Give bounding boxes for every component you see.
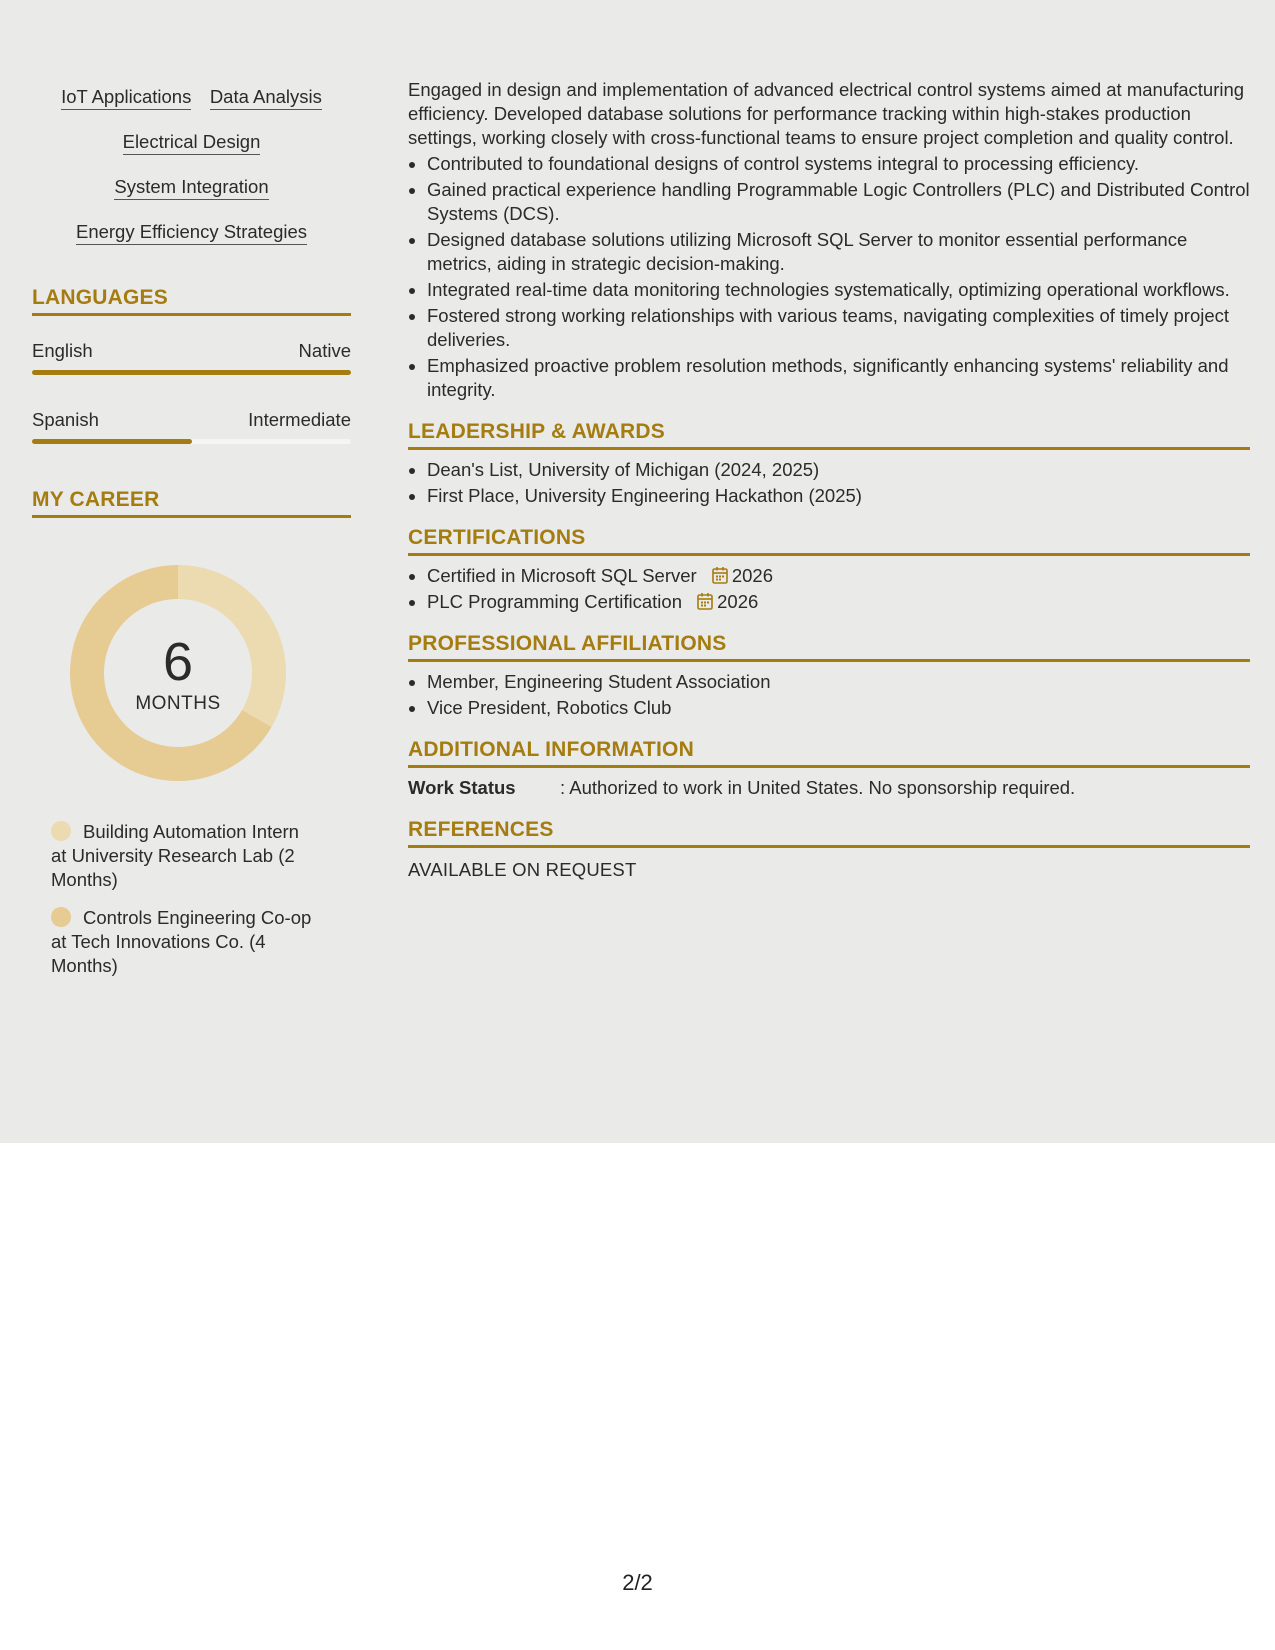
certifications-heading: CERTIFICATIONS xyxy=(408,524,1250,556)
experience-summary: Engaged in design and implementation of advanced electrical control systems aimed at manufacturing efficiency. Developed database solutions for performance tracking within high-stakes production settings, working closely with cross-functional teams to ensure project completion and quality control. xyxy=(408,79,1245,148)
languages-section xyxy=(32,284,351,444)
leadership-heading: LEADERSHIP & AWARDS xyxy=(408,418,1250,450)
certification-item xyxy=(427,564,1250,588)
career-legend-label: Controls Engineering Co-op at Tech Innovations Co. (4 Months) xyxy=(51,907,312,976)
career-heading: MY CAREER xyxy=(32,486,351,518)
experience-bullets xyxy=(408,152,1250,402)
experience-bullet: • Integrated real-time data monitoring technologies systematically, optimizing operational workflows. xyxy=(427,278,1250,302)
references-text: AVAILABLE ON REQUEST xyxy=(408,859,637,880)
certification-name: Certified in Microsoft SQL Server xyxy=(427,565,697,586)
experience-bullet: • Gained practical experience handling Programmable Logic Controllers (PLC) and Distributed Control Systems (DCS). xyxy=(427,178,1250,226)
work-status-value: : Authorized to work in United States. No sponsorship required. xyxy=(560,777,1076,798)
affiliation-item: • Member, Engineering Student Association xyxy=(427,670,1250,694)
career-total-months: 6 xyxy=(162,632,194,692)
calendar-icon xyxy=(697,592,713,610)
language-proficiency-fill xyxy=(32,439,192,444)
work-status-label: Work Status xyxy=(408,777,516,798)
left-column xyxy=(32,86,351,992)
experience-bullet: • Contributed to foundational designs of control systems integral to processing efficiency. xyxy=(427,152,1250,176)
career-legend xyxy=(51,820,316,978)
affiliation-item: • Vice President, Robotics Club xyxy=(427,696,1250,720)
language-name: English xyxy=(32,340,93,361)
certification-year: 2026 xyxy=(731,565,774,586)
skill-tag: Data Analysis xyxy=(210,86,322,110)
experience-bullet: • Emphasized proactive problem resolution methods, significantly enhancing systems' reliability and integrity. xyxy=(427,354,1250,402)
legend-dot-icon xyxy=(51,907,71,927)
skills-list xyxy=(32,86,351,246)
career-donut-chart xyxy=(65,560,291,786)
right-column xyxy=(408,78,1250,882)
language-item xyxy=(32,340,351,362)
additional-heading: ADDITIONAL INFORMATION xyxy=(408,736,1250,768)
award-item: • Dean's List, University of Michigan (2024, 2025) xyxy=(427,458,1250,482)
award-item: • First Place, University Engineering Hackathon (2025) xyxy=(427,484,1250,508)
certification-name: PLC Programming Certification xyxy=(427,591,682,612)
affiliations-list xyxy=(408,670,1250,720)
languages-heading: LANGUAGES xyxy=(32,284,351,316)
leadership-list xyxy=(408,458,1250,508)
experience-bullet: • Fostered strong working relationships with various teams, navigating complexities of timely project deliveries. xyxy=(427,304,1250,352)
career-section xyxy=(32,486,351,978)
leadership-section xyxy=(408,418,1250,508)
certifications-list xyxy=(408,564,1250,614)
work-status-row xyxy=(408,776,1250,800)
additional-section xyxy=(408,736,1250,800)
legend-dot-icon xyxy=(51,821,71,841)
certification-year: 2026 xyxy=(717,591,759,612)
skill-tag: System Integration xyxy=(114,176,268,200)
language-proficiency-fill xyxy=(32,370,351,375)
skill-tag: Electrical Design xyxy=(123,131,261,155)
affiliations-section xyxy=(408,630,1250,720)
language-level: Intermediate xyxy=(248,409,351,430)
certifications-section xyxy=(408,524,1250,614)
references-section xyxy=(408,816,1250,882)
experience-bullet: • Designed database solutions utilizing Microsoft SQL Server to monitor essential performance metrics, aiding in strategic decision-making. xyxy=(427,228,1250,276)
language-proficiency-bar xyxy=(32,439,351,444)
language-name: Spanish xyxy=(32,409,99,430)
career-legend-item xyxy=(51,906,316,978)
references-heading: REFERENCES xyxy=(408,816,1250,848)
career-legend-item xyxy=(51,820,316,892)
language-list xyxy=(32,340,351,444)
affiliations-heading: PROFESSIONAL AFFILIATIONS xyxy=(408,630,1250,662)
page-number: 2/2 xyxy=(622,1570,653,1595)
career-legend-label: Building Automation Intern at University Research Lab (2 Months) xyxy=(51,821,299,890)
certification-item xyxy=(427,590,1250,614)
career-total-unit: MONTHS xyxy=(135,693,221,714)
skill-tag: Energy Efficiency Strategies xyxy=(76,221,307,245)
language-level: Native xyxy=(298,340,351,361)
language-item xyxy=(32,409,351,431)
calendar-icon xyxy=(712,566,728,584)
skill-tag: IoT Applications xyxy=(61,86,191,110)
language-proficiency-bar xyxy=(32,370,351,375)
